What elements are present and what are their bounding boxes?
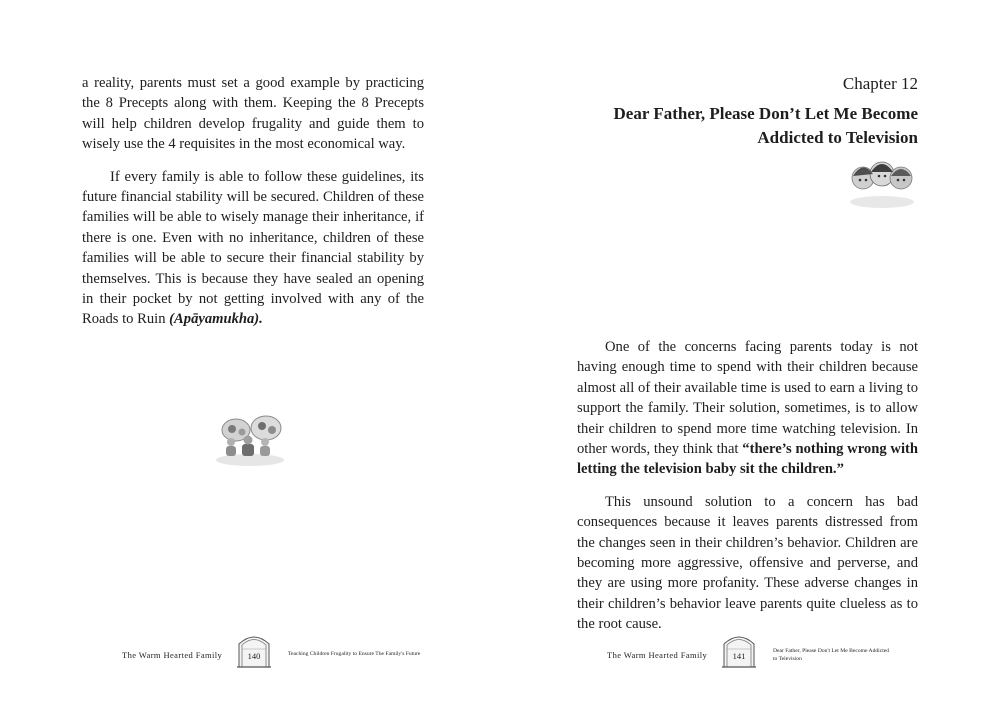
- right-paragraph-2: This unsound solution to a concern has bad consequences because it leaves parents distressed from the changes seen in their children’s behavior. Children are becoming more aggressive, offensive and perverse, and they are using more profanity. These adverse changes in their children’s behavior leave parents quite clueless as to the root cause.: [577, 493, 918, 633]
- television-quote: “there’s nothing wrong with letting the television baby sit the children.”: [577, 441, 918, 478]
- chapter-label: Chapter 12: [842, 74, 918, 93]
- chapter-title: Dear Father, Please Don’t Let Me Become Addicted to Television: [613, 104, 918, 147]
- right-page-body: [577, 337, 918, 635]
- temple-arch-icon: [236, 632, 272, 668]
- family-illustration-right: [845, 152, 919, 210]
- page-number-emblem: [721, 632, 757, 668]
- family-illustration-left: [212, 410, 288, 468]
- left-page-body: [82, 73, 424, 330]
- left-page-footer: [122, 632, 442, 670]
- left-paragraph-2-text: If every family is able to follow these guidelines, its future financial stability will be secured. Children of these families will be able to wisely manage their inheritance, if there is one. Even with no inheritance, children of these families will be able to secure their financial stability by themselves. This is because they have sealed an opening in their pocket by not getting involved with any of the Roads to Ruin: [82, 168, 424, 328]
- footer-book-title: The Warm Hearted Family: [607, 650, 708, 660]
- left-paragraph-1: a reality, parents must set a good example by practicing the 8 Precepts along with them. Keeping the 8 Precepts will help children develop frugality and guide them to wisely use the 4 requisites in the most economical way.: [82, 75, 424, 153]
- footer-book-title: The Warm Hearted Family: [122, 650, 223, 660]
- right-paragraph-1-text: One of the concerns facing parents today is not having enough time to spend with their children because almost all of their available time is used to earn a living to support the family. Their solution, sometimes, is to allow their children to spend more time watching television. In other words, they think that: [577, 339, 918, 458]
- apayamukha-term: (Apāyamukha).: [169, 311, 263, 328]
- left-paragraph-2: [82, 167, 424, 330]
- right-page-footer: [607, 632, 907, 670]
- temple-arch-icon: [721, 632, 757, 668]
- page-number: 141: [732, 651, 746, 661]
- right-paragraph-1: [577, 337, 918, 480]
- footer-chapter-title: Teaching Children Frugality to Ensure The Family's Future: [288, 651, 421, 657]
- page-number: 140: [247, 651, 261, 661]
- page-number-emblem: [236, 632, 272, 668]
- footer-chapter-title: Dear Father, Please Don't Let Me Become Addicted to Television: [773, 648, 890, 662]
